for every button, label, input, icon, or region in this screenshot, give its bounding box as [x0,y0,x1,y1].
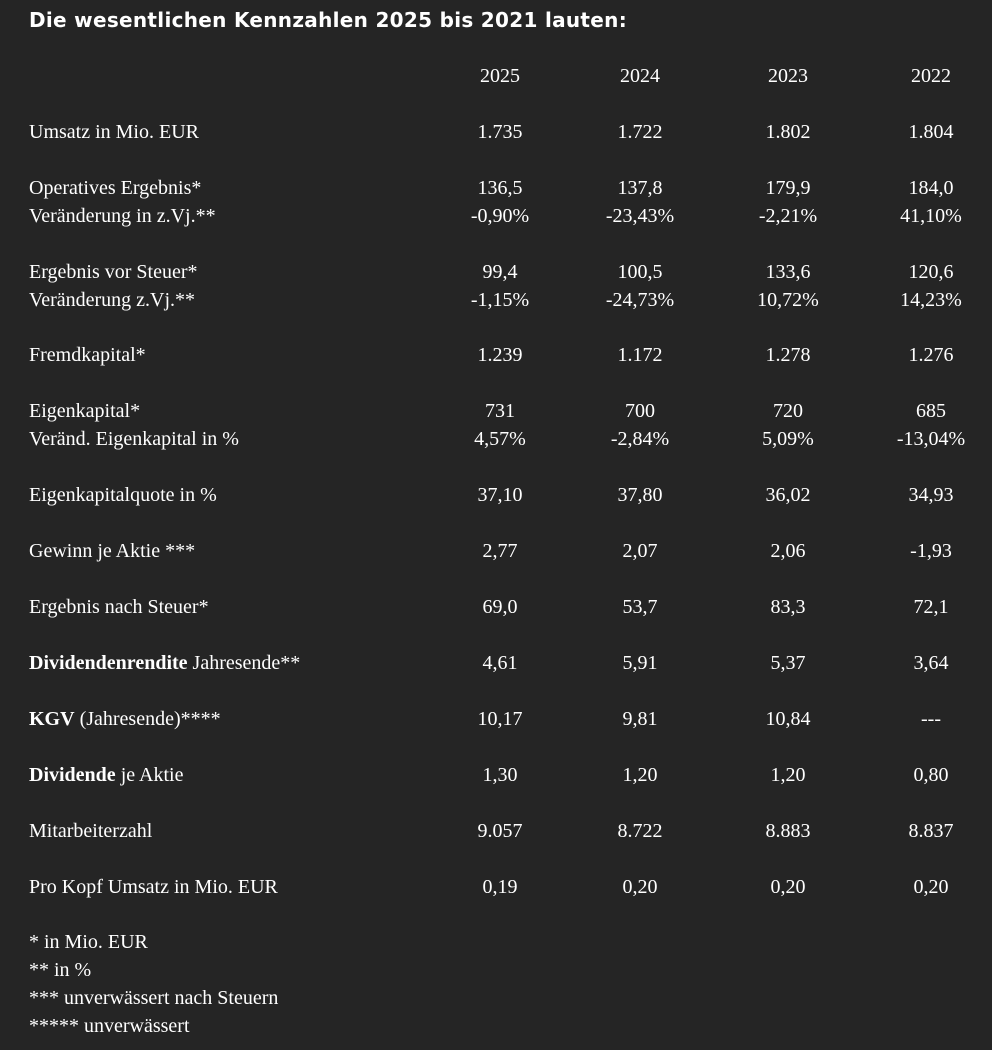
table-cell: 1.172 [617,344,663,366]
table-cell: 41,10% [900,205,962,227]
table-cell: -13,04% [896,428,966,450]
table-cell: 731 [485,400,515,422]
row-label-rest: (Jahresende)**** [74,708,221,730]
table-cell: 1.276 [908,344,954,366]
row-label: Eigenkapitalquote in % [29,484,217,506]
table-cell: 0,20 [770,876,806,898]
table-cell: 1.804 [908,121,954,143]
table-cell: 1,30 [482,764,518,786]
table-cell: 69,0 [482,596,518,618]
row-label-bold: Dividende [29,764,116,786]
table-cell: 37,10 [477,484,523,506]
row-label: Operatives Ergebnis* [29,177,202,199]
table-cell: 4,57% [474,428,526,450]
row-label: Mitarbeiterzahl [29,820,153,842]
row-label: Veränderung z.Vj.** [29,289,196,311]
footnote: * in Mio. EUR [29,931,148,953]
table-cell: 0,19 [482,876,518,898]
table-cell: 0,20 [622,876,658,898]
row-label: Ergebnis vor Steuer* [29,261,198,283]
table-cell: 700 [625,400,655,422]
table-cell: 34,93 [908,484,954,506]
table-cell: 37,80 [617,484,663,506]
row-label-rest: Jahresende** [187,652,301,674]
column-header-2023: 2023 [768,65,808,87]
column-header-2025: 2025 [480,65,520,87]
row-label: Ergebnis nach Steuer* [29,596,209,618]
table-cell: 10,17 [477,708,523,730]
row-label-bold: Dividendenrendite [29,652,188,674]
row-label: Umsatz in Mio. EUR [29,121,199,143]
table-cell: 2,77 [482,540,518,562]
column-header-2022: 2022 [911,65,951,87]
table-cell: 1.722 [617,121,663,143]
table-cell: 5,91 [622,652,658,674]
row-label: Fremdkapital* [29,344,146,366]
table-cell: 8.883 [765,820,811,842]
table-cell: 1.239 [477,344,523,366]
row-label [29,761,183,789]
table-cell: 83,3 [770,596,806,618]
table-cell: -2,84% [610,428,670,450]
column-header-2024: 2024 [620,65,660,87]
table-cell: 120,6 [908,261,954,283]
table-cell: 133,6 [765,261,811,283]
table-cell: 136,5 [477,177,523,199]
row-label-bold: KGV [29,708,75,730]
table-cell: 137,8 [617,177,663,199]
table-cell: 0,20 [913,876,949,898]
table-cell: 8.722 [617,820,663,842]
table-cell: 3,64 [913,652,949,674]
table-cell: 8.837 [908,820,954,842]
row-label: Veränd. Eigenkapital in % [29,428,239,450]
table-cell: 2,06 [770,540,806,562]
row-label: Gewinn je Aktie *** [29,540,196,562]
row-label: Pro Kopf Umsatz in Mio. EUR [29,876,278,898]
row-label [29,649,300,677]
table-cell: 2,07 [622,540,658,562]
row-label-rest: je Aktie [115,764,184,786]
table-cell: 72,1 [913,596,949,618]
page-title: Die wesentlichen Kennzahlen 2025 bis 2021 lauten: [29,8,627,32]
table-cell: 5,37 [770,652,806,674]
footnote: *** unverwässert nach Steuern [29,987,279,1009]
table-cell: -2,21% [758,205,818,227]
table-cell: 9,81 [622,708,658,730]
row-label: Veränderung in z.Vj.** [29,205,216,227]
table-cell: 9.057 [477,820,523,842]
table-cell: 100,5 [617,261,663,283]
table-cell: 4,61 [482,652,518,674]
table-cell: 10,84 [765,708,811,730]
table-cell: 5,09% [762,428,814,450]
table-cell: 720 [773,400,803,422]
table-cell: 1.735 [477,121,523,143]
table-cell: 36,02 [765,484,811,506]
table-cell: 685 [916,400,946,422]
footnote: ** in % [29,959,92,981]
table-cell: -23,43% [605,205,675,227]
table-cell: -0,90% [470,205,530,227]
table-cell: 179,9 [765,177,811,199]
table-cell: 10,72% [757,289,819,311]
table-cell: 99,4 [482,261,518,283]
table-cell: 14,23% [900,289,962,311]
table-cell: 184,0 [908,177,954,199]
table-cell: -1,93 [910,540,952,562]
table-cell: 1,20 [770,764,806,786]
row-label: Eigenkapital* [29,400,141,422]
table-cell: 1.278 [765,344,811,366]
table-cell: 53,7 [622,596,658,618]
table-cell: 1,20 [622,764,658,786]
table-cell: --- [921,708,941,730]
table-cell: -24,73% [605,289,675,311]
table-cell: 1.802 [765,121,811,143]
footnote: ***** unverwässert [29,1015,190,1037]
table-cell: -1,15% [470,289,530,311]
row-label [29,705,221,733]
table-cell: 0,80 [913,764,949,786]
